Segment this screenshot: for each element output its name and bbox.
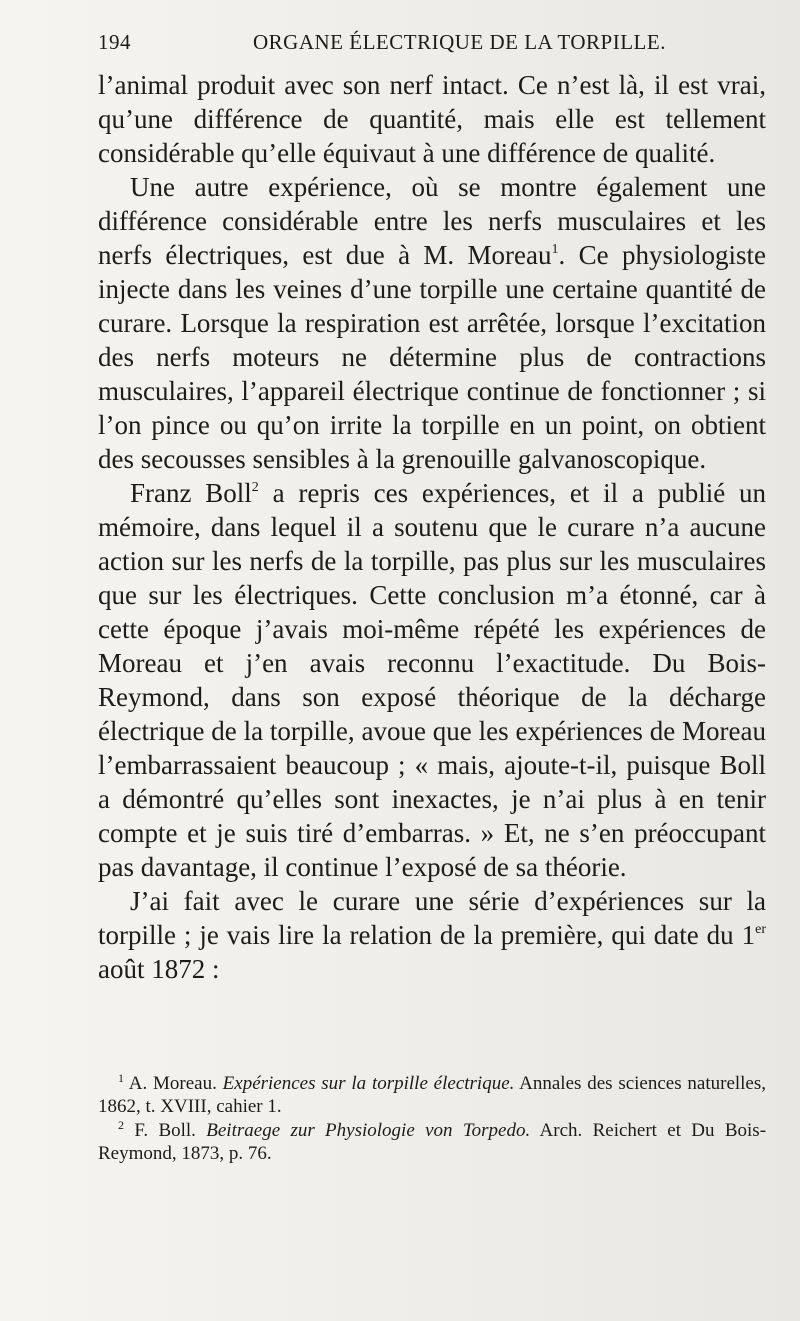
footnote-reference[interactable]: 2 xyxy=(251,480,259,495)
running-title: ORGANE ÉLECTRIQUE DE LA TORPILLE. xyxy=(253,30,666,54)
paragraph xyxy=(98,476,766,884)
footnote-source: Annales des sciences naturelles, 1862, t. XVIII, cahier 1. xyxy=(98,1073,767,1117)
footnote xyxy=(98,1119,766,1165)
paragraph xyxy=(98,170,766,476)
paragraph-text: août 1872 : xyxy=(98,954,220,984)
footnote-reference[interactable]: 1 xyxy=(551,242,559,257)
footnote xyxy=(98,1072,766,1118)
paragraph-text: l’animal produit avec son nerf intact. Ce n’est là, il est vrai, qu’une différence de quantité, mais elle est tellement considérable qu’elle équivaut à une différence de qualité. xyxy=(98,70,766,168)
paragraph-text: Une autre expérience, où se montre également une différence considérable entre les nerfs musculaires et les nerfs électriques, est due à M. Moreau xyxy=(98,172,766,270)
paragraph xyxy=(98,68,766,170)
page-number: 194 xyxy=(98,30,131,54)
footnote-title: Beitraege zur Physiologie von Torpedo. xyxy=(206,1120,531,1141)
page-header xyxy=(98,30,764,60)
footnote-title: Expériences sur la torpille électrique. xyxy=(222,1073,515,1094)
body-text xyxy=(98,68,766,986)
paragraph-text: . Ce physiologiste injecte dans les veines d’une torpille une certaine quantité de curare. Lorsque la respiration est arrêtée, lorsque l’excitation des nerfs moteurs ne détermine plus de contractions musculaires, l’appareil électrique continue de fonctionner ; si l’on pince ou qu’on irrite la torpille en un point, on obtient des secousses sensibles à la grenouille galvanoscopique. xyxy=(98,240,766,474)
footnote-mark: 2 xyxy=(118,1118,124,1132)
ordinal-superscript: er xyxy=(755,922,766,937)
footnote-source: Arch. Reichert et Du Bois-Reymond, 1873, p. 76. xyxy=(98,1120,767,1164)
footnote-mark: 1 xyxy=(118,1071,124,1085)
paragraph xyxy=(98,884,766,986)
paragraph-text: a repris ces expériences, et il a publié un mémoire, dans lequel il a soutenu que le curare n’a aucune action sur les nerfs de la torpille, pas plus sur les musculaires que sur les électriques. Cette conclusion m’a étonné, car à cette époque j’avais moi-même répété les expériences de Moreau et j’en avais reconnu l’exactitude. Du Bois-Reymond, dans son exposé théorique de la décharge électrique de la torpille, avoue que les expériences de Moreau l’embarrassaient beaucoup ; « mais, ajoute-t-il, puisque Boll a démontré qu’elles sont inexactes, je n’ai plus à en tenir compte et je suis tiré d’embarras. » Et, ne s’en préoccupant pas davantage, il continue l’exposé de sa théorie. xyxy=(98,478,766,882)
paragraph-text: J’ai fait avec le curare une série d’expériences sur la torpille ; je vais lire la relation de la première, qui date du 1 xyxy=(98,886,766,950)
paragraph-text: Franz Boll xyxy=(130,478,252,508)
footnote-author: A. Moreau. xyxy=(128,1073,217,1094)
footnote-author: F. Boll. xyxy=(134,1120,196,1141)
footnotes xyxy=(98,1072,766,1166)
